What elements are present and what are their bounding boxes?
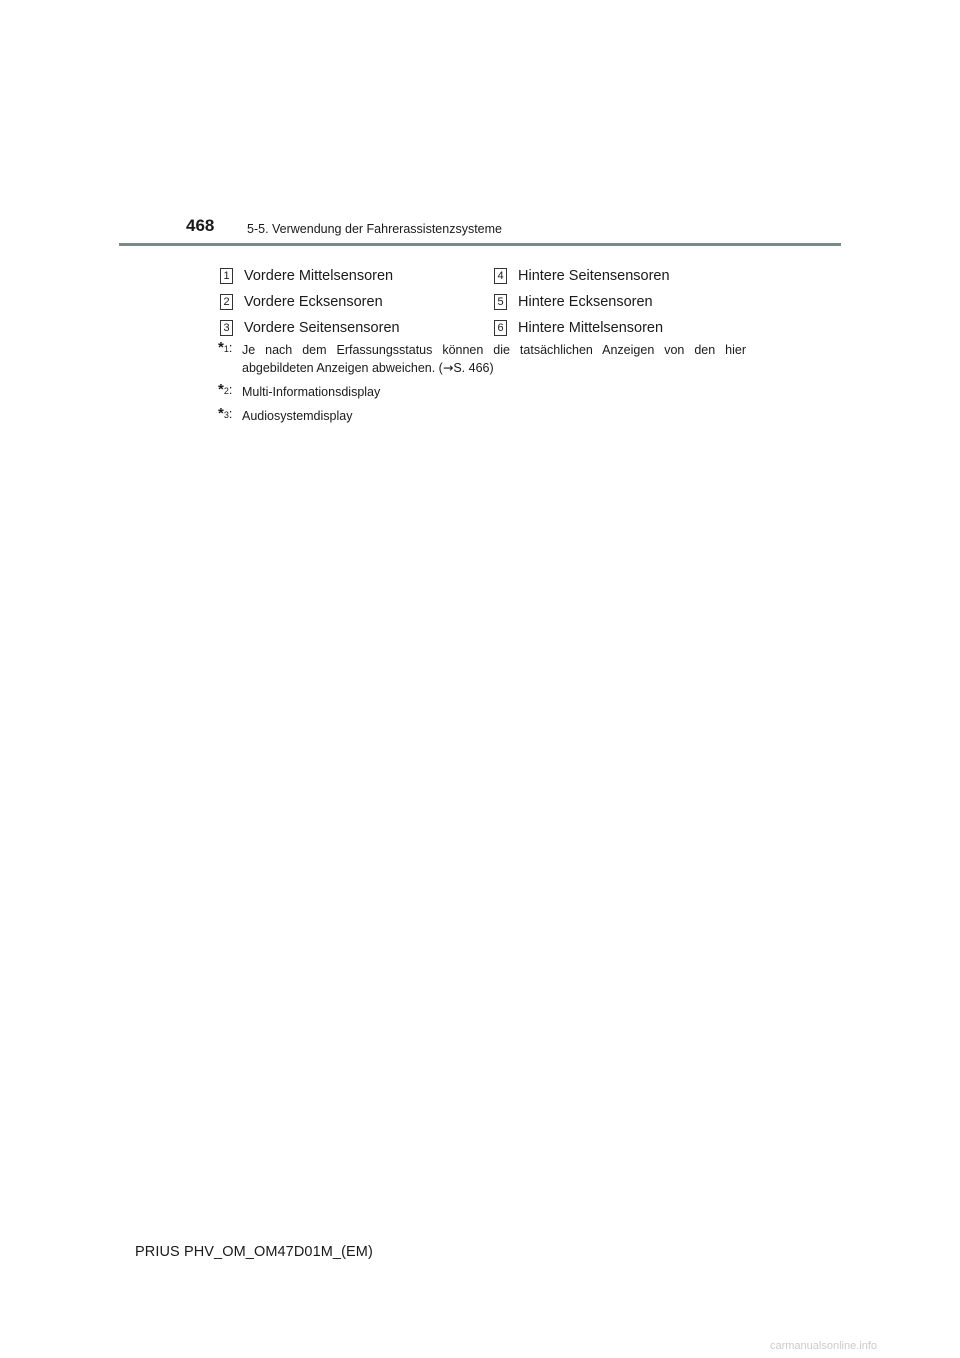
legend-item-1 [220,266,393,286]
footnote-text [242,342,746,377]
legend-label: Hintere Seitensensoren [518,268,670,284]
legend-label: Vordere Ecksensoren [244,294,383,310]
asterisk-icon: * [218,405,224,422]
document-code: PRIUS PHV_OM_OM47D01M_(EM) [135,1244,373,1260]
asterisk-icon: * [218,339,224,356]
footnotes [218,339,746,432]
legend-number-badge: 6 [494,320,507,336]
footnote-marker [218,339,232,357]
footnote-separator: : [228,383,233,397]
footnote-3 [218,405,746,425]
footnote-number: 2 [223,386,229,396]
footnote-2 [218,381,746,401]
watermark: carmanualsonline.info [770,1340,878,1352]
footnote-marker [218,405,232,423]
footnote-separator: : [228,341,233,355]
legend-label: Vordere Mittelsensoren [244,268,394,284]
legend-label: Hintere Ecksensoren [518,294,653,310]
page-number: 468 [186,216,215,235]
legend-item-4 [494,266,670,286]
legend-label: Vordere Seitensensoren [244,320,400,336]
footnote-1 [218,339,746,377]
legend-item-2 [220,292,383,312]
legend-item-5 [494,292,653,312]
legend-number-badge: 3 [220,320,233,336]
legend-number-badge: 5 [494,294,507,310]
legend-number-badge: 1 [220,268,233,284]
section-title: 5-5. Verwendung der Fahrerassistenzsysteme [247,222,502,236]
page-reference-link[interactable]: S. 466) [453,361,494,375]
footnote-text: Audiosystemdisplay [242,409,353,423]
header-divider [119,243,841,246]
footnote-separator: : [228,407,233,421]
footnote-text-main: Je nach dem Erfassungsstatus können die tatsächlichen Anzeigen von den hier abgebildeten Anzeigen abweichen. ( [242,343,746,375]
footnote-number: 3 [223,410,229,420]
footnote-text: Multi-Informationsdisplay [242,385,381,399]
legend-item-3 [220,318,400,338]
footnote-number: 1 [223,344,229,354]
footnote-marker [218,381,232,399]
legend-item-6 [494,318,663,338]
legend-number-badge: 4 [494,268,507,284]
asterisk-icon: * [218,381,224,398]
arrow-right-icon: → [442,360,454,375]
legend-label: Hintere Mittelsensoren [518,320,664,336]
legend-number-badge: 2 [220,294,233,310]
